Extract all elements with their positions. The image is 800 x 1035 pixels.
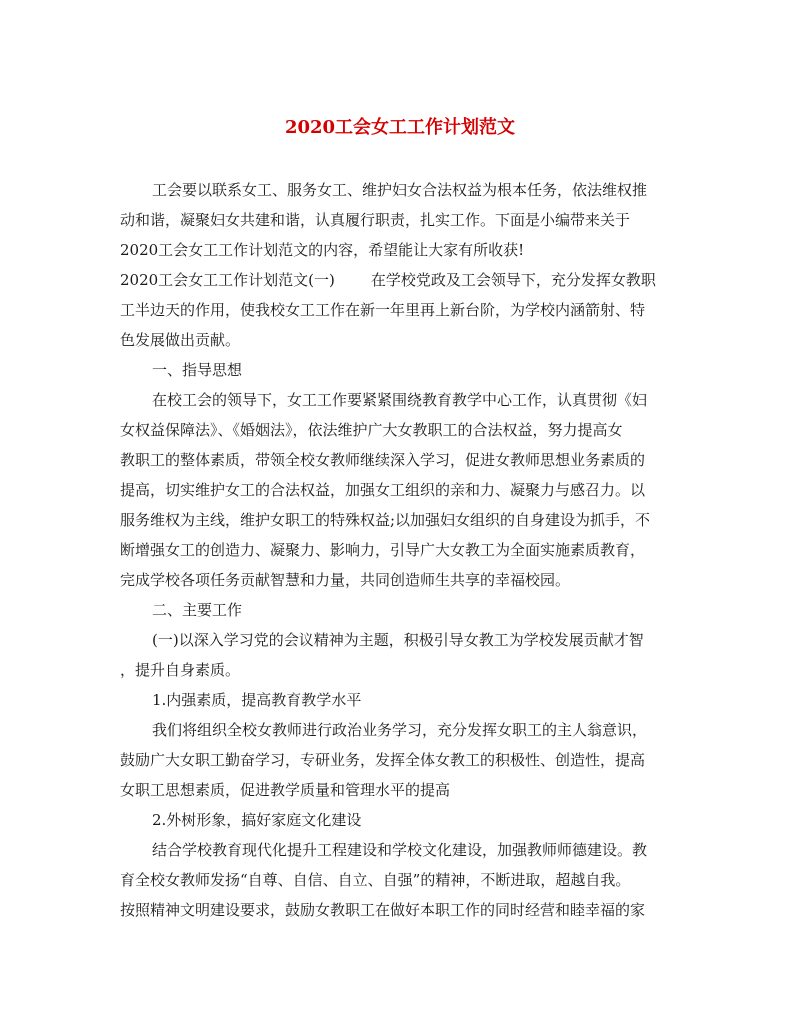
text-line-content: 1.内强素质，提高教育教学水平 (152, 691, 362, 709)
text-line (120, 355, 680, 385)
text-line (120, 745, 680, 775)
text-line-content: 我们将组织全校女教师进行政治业务学习，充分发挥女职工的主人翁意识， (152, 721, 648, 739)
text-line-content: 鼓励广大女职工勤奋学习，专研业务，发挥全体女教工的积极性、创造性，提高 (120, 751, 646, 769)
text-line (120, 205, 680, 235)
text-line-content: 在校工会的领导下，女工工作要紧紧围绕教育教学中心工作，认真贯彻《妇 (152, 391, 648, 409)
text-line (120, 625, 680, 655)
text-line (120, 835, 680, 865)
text-line-content: 动和谐，凝聚妇女共建和谐，认真履行职责，扎实工作。下面是小编带来关于 (120, 211, 631, 229)
text-line-content: 色发展做出贡献。 (120, 331, 241, 349)
document-title: 2020工会女工工作计划范文 (284, 117, 516, 138)
text-line (120, 325, 680, 355)
text-line-content: 2.外树形象，搞好家庭文化建设 (152, 811, 362, 829)
text-line-content: 育全校女教师发扬“自尊、自信、自立、自强”的精神，不断进取，超越自我。 (120, 871, 631, 889)
text-line (120, 865, 680, 895)
text-line-content: 教职工的整体素质，带领全校女教师继续深入学习，促进女教师思想业务素质的 (120, 451, 646, 469)
text-line (120, 415, 680, 445)
text-line-content: 一、指导思想 (152, 361, 243, 379)
text-line (120, 595, 680, 625)
text-line-content: (一)以深入学习党的会议精神为主题，积极引导女教工为学校发展贡献才智 (152, 631, 644, 649)
text-line (120, 655, 680, 685)
document-body (120, 175, 680, 925)
text-line-content: 服务维权为主线，维护女职工的特殊权益;以加强妇女组织的自身建设为抓手，不 (120, 511, 651, 529)
text-line (120, 535, 680, 565)
text-line (120, 685, 680, 715)
text-line-content: 2020工会女工工作计划范文的内容，希望能让大家有所收获! (120, 241, 525, 259)
text-line-content: 工会要以联系女工、服务女工、维护妇女合法权益为根本任务，依法维权推 (152, 181, 648, 199)
text-line-content: 二、主要工作 (152, 601, 243, 619)
text-line (120, 235, 680, 265)
text-line-content: 工半边天的作用，使我校女工工作在新一年里再上新台阶，为学校内涵箭射、特 (120, 301, 646, 319)
text-line-content: 断增强女工的创造力、凝聚力、影响力，引导广大女教工为全面实施素质教育， (120, 541, 646, 559)
text-line-content: 完成学校各项任务贡献智慧和力量，共同创造师生共享的幸福校园。 (120, 571, 571, 589)
text-line-content: 按照精神文明建设要求，鼓励女教职工在做好本职工作的同时经营和睦幸福的家 (120, 901, 646, 919)
text-line (120, 505, 680, 535)
text-line (120, 805, 680, 835)
text-line-content: 女权益保障法》、《婚姻法》，依法维护广大女教职工的合法权益，努力提高女 (120, 421, 623, 439)
text-line-content: 提高，切实维护女工的合法权益，加强女工组织的亲和力、凝聚力与感召力。以 (120, 481, 646, 499)
text-line-content: 结合学校教育现代化提升工程建设和学校文化建设，加强教师师德建设。教 (152, 841, 648, 859)
text-line (120, 265, 680, 295)
text-line (120, 895, 680, 925)
text-line (120, 475, 680, 505)
text-line (120, 295, 680, 325)
text-line-content: ，提升自身素质。 (120, 661, 241, 679)
text-line-continuation: 在学校党政及工会领导下，充分发挥女教职 (370, 271, 656, 289)
text-line (120, 445, 680, 475)
text-line (120, 775, 680, 805)
text-line-content: 2020工会女工工作计划范文(一) (120, 271, 335, 289)
text-line (120, 385, 680, 415)
text-line (120, 565, 680, 595)
text-line (120, 715, 680, 745)
text-line (120, 175, 680, 205)
text-line-content: 女职工思想素质，促进教学质量和管理水平的提高 (120, 781, 451, 799)
